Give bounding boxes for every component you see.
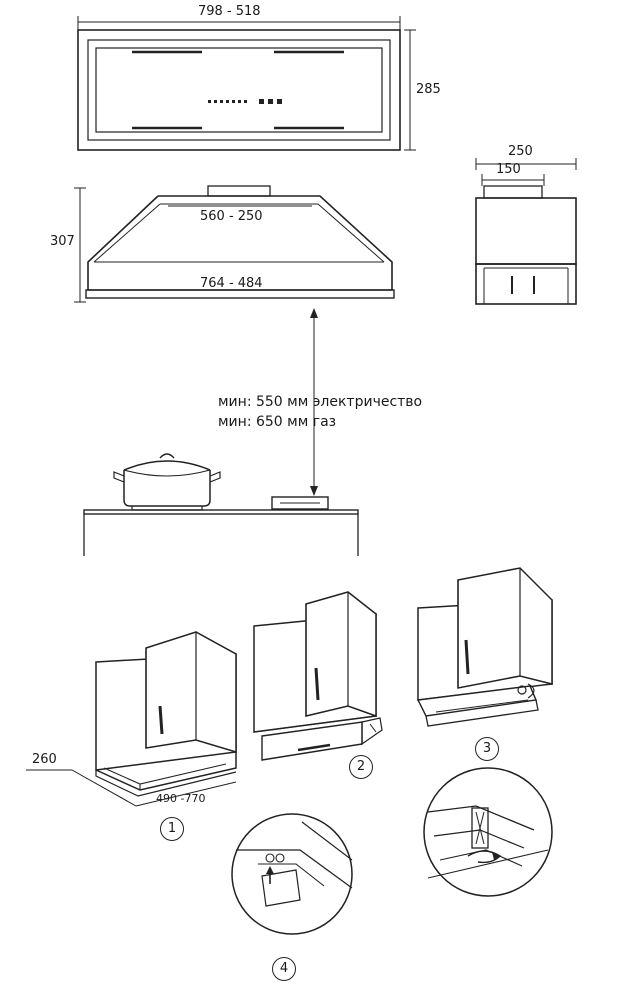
step-number-2: 2 (349, 755, 373, 779)
inner-width-dimension-label: 560 - 250 (200, 209, 263, 224)
top-width-dimension-label: 798 - 518 (198, 4, 261, 19)
top-view (78, 16, 416, 150)
step-number-4: 4 (272, 957, 296, 981)
bottom-width-dimension-label: 764 - 484 (200, 276, 263, 291)
pot (124, 470, 210, 506)
clearance-electric-label: мин: 550 мм электричество (218, 394, 423, 410)
chimney-outlet (208, 186, 270, 196)
outlet-side (484, 186, 542, 198)
opening-width-label: 490 -770 (156, 792, 206, 805)
install-step-4-detail-right (424, 768, 552, 896)
install-step-3-illustration (418, 568, 552, 726)
hood-body-side (476, 198, 576, 264)
control-panel-dots (208, 99, 282, 104)
height-dimension-label: 307 (50, 234, 75, 249)
clearance-gas-label: мин: 650 мм газ (218, 414, 337, 430)
install-step-2-illustration (254, 592, 382, 760)
step-number-1: 1 (160, 817, 184, 841)
side-view (476, 158, 576, 304)
install-step-4-detail-left (232, 814, 352, 934)
step-number-3: 3 (475, 737, 499, 761)
outlet-diameter-label: 150 (496, 162, 521, 177)
side-depth-dimension-label: 250 (508, 144, 533, 159)
cooktop (84, 454, 358, 556)
install-step-1-illustration (26, 632, 236, 806)
cabinet-depth-label: 260 (32, 752, 57, 767)
top-depth-dimension-label: 285 (416, 82, 441, 97)
